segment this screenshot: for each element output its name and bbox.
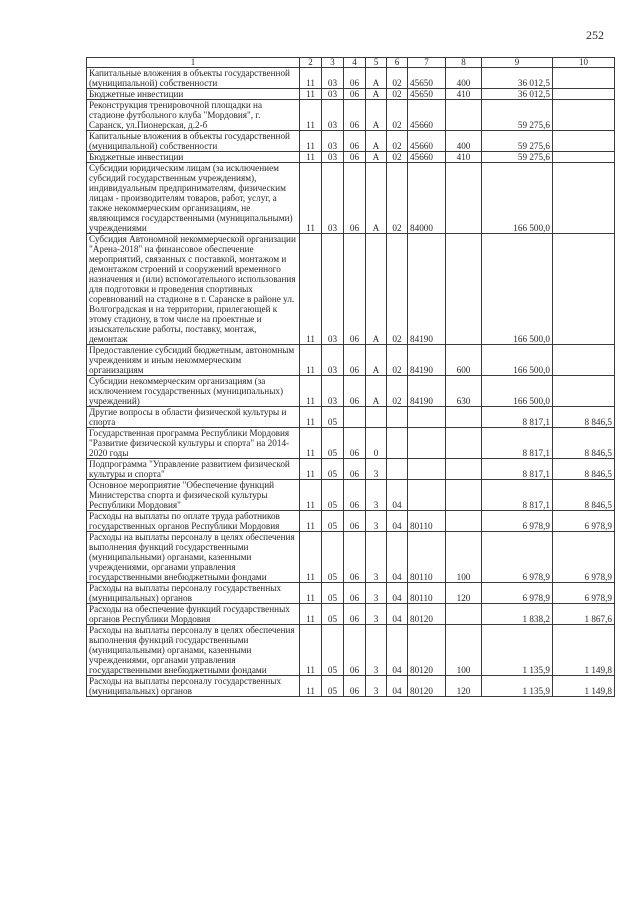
code-cell bbox=[446, 428, 482, 459]
table-row bbox=[87, 480, 615, 511]
code-cell: 03 bbox=[322, 376, 344, 407]
row-name-cell: Бюджетные инвестиции bbox=[87, 152, 300, 163]
code-cell: 11 bbox=[300, 583, 322, 604]
amount-cell: 6 978,9 bbox=[482, 511, 553, 532]
amount-cell: 1 149,8 bbox=[553, 625, 615, 676]
code-cell: 06 bbox=[344, 163, 366, 234]
row-name-cell: Бюджетные инвестиции bbox=[87, 89, 300, 100]
code-cell: 120 bbox=[446, 676, 482, 697]
table-body bbox=[87, 68, 615, 697]
code-cell: 06 bbox=[344, 376, 366, 407]
code-cell bbox=[446, 480, 482, 511]
table-row bbox=[87, 428, 615, 459]
table-row bbox=[87, 583, 615, 604]
row-name-cell: Субсидии некоммерческим организациям (за исключением государственных (муниципальных) учреждений) bbox=[87, 376, 300, 407]
code-cell: 03 bbox=[322, 345, 344, 376]
budget-table bbox=[86, 57, 615, 697]
code-cell: 80120 bbox=[408, 625, 446, 676]
code-cell: 04 bbox=[387, 480, 408, 511]
row-name-cell: Расходы на выплаты персоналу государственных (муниципальных) органов bbox=[87, 676, 300, 697]
row-name-cell: Расходы на выплаты персоналу в целях обеспечения выполнения функций государственными (муниципальными) органами, казенными учреждениями, органами управления государственными внебюджетными фондами bbox=[87, 625, 300, 676]
row-name-cell: Капитальные вложения в объекты государственной (муниципальной) собственности bbox=[87, 131, 300, 152]
code-cell: 11 bbox=[300, 625, 322, 676]
code-cell: 11 bbox=[300, 68, 322, 89]
code-cell bbox=[387, 407, 408, 428]
code-cell: 06 bbox=[344, 234, 366, 345]
code-cell: 04 bbox=[387, 604, 408, 625]
code-cell: 02 bbox=[387, 68, 408, 89]
code-cell: 02 bbox=[387, 234, 408, 345]
row-name-cell: Подпрограмма "Управление развитием физической культуры и спорта" bbox=[87, 459, 300, 480]
code-cell bbox=[446, 407, 482, 428]
code-cell: 06 bbox=[344, 131, 366, 152]
amount-cell: 8 846,5 bbox=[553, 480, 615, 511]
code-cell: 11 bbox=[300, 676, 322, 697]
row-name-cell: Капитальные вложения в объекты государственной (муниципальной) собственности bbox=[87, 68, 300, 89]
table-row bbox=[87, 532, 615, 583]
amount-cell: 8 846,5 bbox=[553, 428, 615, 459]
row-name-cell: Расходы на выплаты по оплате труда работников государственных органов Республики Мордовия bbox=[87, 511, 300, 532]
amount-cell: 1 135,9 bbox=[482, 625, 553, 676]
code-cell: 11 bbox=[300, 604, 322, 625]
amount-cell bbox=[553, 131, 615, 152]
code-cell: 02 bbox=[387, 100, 408, 131]
code-cell: 06 bbox=[344, 583, 366, 604]
code-cell: 11 bbox=[300, 480, 322, 511]
code-cell: 03 bbox=[322, 163, 344, 234]
code-cell: 11 bbox=[300, 345, 322, 376]
code-cell: 06 bbox=[344, 345, 366, 376]
row-name-cell: Расходы на обеспечение функций государственных органов Республики Мордовия bbox=[87, 604, 300, 625]
code-cell: 02 bbox=[387, 152, 408, 163]
code-cell: 05 bbox=[322, 532, 344, 583]
code-cell: 05 bbox=[322, 583, 344, 604]
amount-cell: 8 846,5 bbox=[553, 459, 615, 480]
code-cell: 84000 bbox=[408, 163, 446, 234]
code-cell: 11 bbox=[300, 407, 322, 428]
code-cell: 06 bbox=[344, 604, 366, 625]
code-cell: 02 bbox=[387, 345, 408, 376]
table-row bbox=[87, 152, 615, 163]
row-name-cell: Субсидии юридическим лицам (за исключением субсидий государственным учреждениям), индивидуальным предпринимателям, физическим лицам - производителям товаров, работ, услуг, а также некоммерческим организациям, не являющимся государственными (муниципальными) учреждениями bbox=[87, 163, 300, 234]
table-header-row bbox=[87, 58, 615, 68]
code-cell: 05 bbox=[322, 625, 344, 676]
code-cell: А bbox=[366, 163, 387, 234]
code-cell: 05 bbox=[322, 428, 344, 459]
code-cell: 11 bbox=[300, 234, 322, 345]
code-cell: 3 bbox=[366, 532, 387, 583]
code-cell: 04 bbox=[387, 625, 408, 676]
code-cell: 11 bbox=[300, 89, 322, 100]
code-cell: 80120 bbox=[408, 604, 446, 625]
row-name-cell: Реконструкция тренировочной площадки на стадионе футбольного клуба "Мордовия", г. Саранск, ул.Пионерская, д.2-б bbox=[87, 100, 300, 131]
amount-cell: 36 012,5 bbox=[482, 89, 553, 100]
table-row bbox=[87, 407, 615, 428]
code-cell: 06 bbox=[344, 152, 366, 163]
code-cell: 3 bbox=[366, 480, 387, 511]
code-cell: 400 bbox=[446, 131, 482, 152]
amount-cell: 36 012,5 bbox=[482, 68, 553, 89]
code-cell: 3 bbox=[366, 583, 387, 604]
column-header: 4 bbox=[344, 58, 366, 68]
code-cell: 3 bbox=[366, 676, 387, 697]
code-cell bbox=[344, 407, 366, 428]
code-cell: 02 bbox=[387, 376, 408, 407]
code-cell: А bbox=[366, 234, 387, 345]
code-cell bbox=[408, 480, 446, 511]
code-cell: 11 bbox=[300, 532, 322, 583]
amount-cell: 1 838,2 bbox=[482, 604, 553, 625]
code-cell: 410 bbox=[446, 152, 482, 163]
code-cell: 03 bbox=[322, 131, 344, 152]
amount-cell bbox=[553, 376, 615, 407]
code-cell bbox=[446, 100, 482, 131]
amount-cell: 59 275,6 bbox=[482, 152, 553, 163]
code-cell: 84190 bbox=[408, 345, 446, 376]
table-row bbox=[87, 376, 615, 407]
table-row bbox=[87, 68, 615, 89]
code-cell: 45650 bbox=[408, 89, 446, 100]
table-row bbox=[87, 511, 615, 532]
code-cell: 84190 bbox=[408, 376, 446, 407]
amount-cell: 1 149,8 bbox=[553, 676, 615, 697]
code-cell: 03 bbox=[322, 152, 344, 163]
code-cell: 400 bbox=[446, 68, 482, 89]
amount-cell bbox=[553, 163, 615, 234]
amount-cell: 6 978,9 bbox=[553, 511, 615, 532]
code-cell bbox=[408, 407, 446, 428]
code-cell: 06 bbox=[344, 68, 366, 89]
row-name-cell: Основное мероприятие "Обеспечение функций Министерства спорта и физической культуры Республики Мордовия" bbox=[87, 480, 300, 511]
code-cell: 05 bbox=[322, 459, 344, 480]
amount-cell: 8 817,1 bbox=[482, 480, 553, 511]
code-cell: 45660 bbox=[408, 131, 446, 152]
code-cell bbox=[366, 407, 387, 428]
amount-cell bbox=[553, 68, 615, 89]
column-header: 10 bbox=[553, 58, 615, 68]
code-cell: А bbox=[366, 345, 387, 376]
table-row bbox=[87, 100, 615, 131]
table-row bbox=[87, 459, 615, 480]
code-cell: А bbox=[366, 131, 387, 152]
code-cell: 45650 bbox=[408, 68, 446, 89]
code-cell: А bbox=[366, 152, 387, 163]
code-cell: 120 bbox=[446, 583, 482, 604]
amount-cell: 1 135,9 bbox=[482, 676, 553, 697]
code-cell: 11 bbox=[300, 152, 322, 163]
amount-cell: 1 867,6 bbox=[553, 604, 615, 625]
code-cell: 03 bbox=[322, 234, 344, 345]
code-cell: 06 bbox=[344, 532, 366, 583]
amount-cell: 166 500,0 bbox=[482, 376, 553, 407]
amount-cell: 59 275,6 bbox=[482, 131, 553, 152]
code-cell: 3 bbox=[366, 625, 387, 676]
row-name-cell: Расходы на выплаты персоналу государственных (муниципальных) органов bbox=[87, 583, 300, 604]
code-cell: 84190 bbox=[408, 234, 446, 345]
code-cell bbox=[387, 428, 408, 459]
code-cell: 06 bbox=[344, 480, 366, 511]
amount-cell: 166 500,0 bbox=[482, 345, 553, 376]
code-cell: 02 bbox=[387, 131, 408, 152]
code-cell: 100 bbox=[446, 625, 482, 676]
code-cell: 06 bbox=[344, 676, 366, 697]
amount-cell: 59 275,6 bbox=[482, 100, 553, 131]
code-cell: 06 bbox=[344, 100, 366, 131]
column-header: 9 bbox=[482, 58, 553, 68]
amount-cell bbox=[553, 89, 615, 100]
code-cell bbox=[446, 163, 482, 234]
row-name-cell: Государственная программа Республики Мордовия "Развитие физической культуры и спорта" на 2014-2020 годы bbox=[87, 428, 300, 459]
code-cell: 80120 bbox=[408, 676, 446, 697]
code-cell bbox=[446, 604, 482, 625]
code-cell: 80110 bbox=[408, 511, 446, 532]
code-cell: 3 bbox=[366, 604, 387, 625]
code-cell: 45660 bbox=[408, 100, 446, 131]
code-cell bbox=[446, 459, 482, 480]
code-cell: 11 bbox=[300, 163, 322, 234]
code-cell: 11 bbox=[300, 428, 322, 459]
code-cell: 3 bbox=[366, 459, 387, 480]
code-cell: 06 bbox=[344, 459, 366, 480]
amount-cell: 6 978,9 bbox=[553, 583, 615, 604]
amount-cell: 8 817,1 bbox=[482, 459, 553, 480]
code-cell bbox=[387, 459, 408, 480]
code-cell: А bbox=[366, 89, 387, 100]
row-name-cell: Субсидия Автономной некоммерческой организации "Арена-2018" на финансовое обеспечение мероприятий, связанных с поставкой, монтажом и демонтажом строений и сооружений временного назначения и (или) вспомогательного использования для подготовки и проведения спортивных соревнований на стадионе в г. Саранске в районе ул. Волгоградская и на территории, прилегающей к этому стадиону, в том числе на проектные и изыскательские работы, поставку, монтаж, демонтаж bbox=[87, 234, 300, 345]
amount-cell bbox=[553, 345, 615, 376]
table-row bbox=[87, 345, 615, 376]
code-cell: 04 bbox=[387, 511, 408, 532]
code-cell: 80110 bbox=[408, 583, 446, 604]
amount-cell: 166 500,0 bbox=[482, 234, 553, 345]
code-cell: 05 bbox=[322, 407, 344, 428]
column-header: 5 bbox=[366, 58, 387, 68]
code-cell: 0 bbox=[366, 428, 387, 459]
amount-cell: 8 846,5 bbox=[553, 407, 615, 428]
code-cell: 05 bbox=[322, 480, 344, 511]
code-cell: 410 bbox=[446, 89, 482, 100]
code-cell: 02 bbox=[387, 163, 408, 234]
amount-cell: 6 978,9 bbox=[553, 532, 615, 583]
code-cell: 03 bbox=[322, 68, 344, 89]
code-cell: 11 bbox=[300, 511, 322, 532]
code-cell: 3 bbox=[366, 511, 387, 532]
code-cell: А bbox=[366, 68, 387, 89]
code-cell: 11 bbox=[300, 459, 322, 480]
code-cell bbox=[408, 459, 446, 480]
code-cell: 03 bbox=[322, 100, 344, 131]
code-cell: 05 bbox=[322, 676, 344, 697]
code-cell: 05 bbox=[322, 511, 344, 532]
page-number: 252 bbox=[586, 28, 604, 42]
column-header: 6 bbox=[387, 58, 408, 68]
table-row bbox=[87, 625, 615, 676]
code-cell: А bbox=[366, 100, 387, 131]
code-cell: 80110 bbox=[408, 532, 446, 583]
code-cell: 04 bbox=[387, 676, 408, 697]
code-cell: 02 bbox=[387, 89, 408, 100]
table-row bbox=[87, 676, 615, 697]
code-cell: 06 bbox=[344, 89, 366, 100]
amount-cell bbox=[553, 234, 615, 345]
code-cell: 100 bbox=[446, 532, 482, 583]
table-row bbox=[87, 89, 615, 100]
code-cell: 45660 bbox=[408, 152, 446, 163]
amount-cell bbox=[553, 100, 615, 131]
code-cell: 11 bbox=[300, 376, 322, 407]
column-header: 2 bbox=[300, 58, 322, 68]
row-name-cell: Другие вопросы в области физической культуры и спорта bbox=[87, 407, 300, 428]
row-name-cell: Расходы на выплаты персоналу в целях обеспечения выполнения функций государственными (муниципальными) органами, казенными учреждениями, органами управления государственными внебюджетными фондами bbox=[87, 532, 300, 583]
row-name-cell: Предоставление субсидий бюджетным, автономным учреждениям и иным некоммерческим организациям bbox=[87, 345, 300, 376]
code-cell: 05 bbox=[322, 604, 344, 625]
code-cell: 04 bbox=[387, 583, 408, 604]
code-cell: 06 bbox=[344, 625, 366, 676]
amount-cell: 6 978,9 bbox=[482, 532, 553, 583]
column-header: 1 bbox=[87, 58, 300, 68]
amount-cell: 8 817,1 bbox=[482, 428, 553, 459]
code-cell: 630 bbox=[446, 376, 482, 407]
amount-cell bbox=[553, 152, 615, 163]
code-cell: 06 bbox=[344, 511, 366, 532]
code-cell bbox=[408, 428, 446, 459]
code-cell: 11 bbox=[300, 131, 322, 152]
code-cell: 03 bbox=[322, 89, 344, 100]
code-cell: А bbox=[366, 376, 387, 407]
code-cell: 600 bbox=[446, 345, 482, 376]
code-cell bbox=[446, 234, 482, 345]
column-header: 3 bbox=[322, 58, 344, 68]
table-row bbox=[87, 604, 615, 625]
table-row bbox=[87, 234, 615, 345]
code-cell: 11 bbox=[300, 100, 322, 131]
table-row bbox=[87, 131, 615, 152]
amount-cell: 166 500,0 bbox=[482, 163, 553, 234]
code-cell: 04 bbox=[387, 532, 408, 583]
amount-cell: 6 978,9 bbox=[482, 583, 553, 604]
column-header: 7 bbox=[408, 58, 446, 68]
code-cell: 06 bbox=[344, 428, 366, 459]
amount-cell: 8 817,1 bbox=[482, 407, 553, 428]
table-row bbox=[87, 163, 615, 234]
code-cell bbox=[446, 511, 482, 532]
column-header: 8 bbox=[446, 58, 482, 68]
